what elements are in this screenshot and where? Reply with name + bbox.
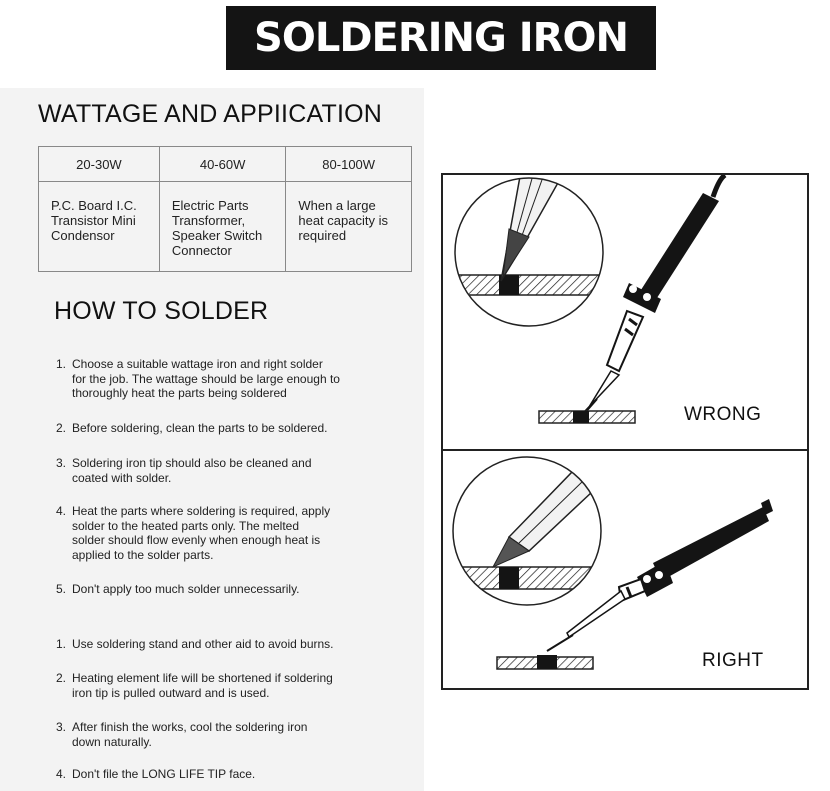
step-line: Don't file the LONG LIFE TIP face.: [72, 767, 256, 781]
right-label: RIGHT: [702, 650, 764, 671]
column-header-80-100w: 80-100W: [286, 147, 412, 182]
cell-line: Speaker Switch: [171, 228, 263, 243]
pcb-hatch-icon: [497, 655, 593, 669]
step-text: [72, 504, 396, 562]
wrong-label: WRONG: [684, 404, 762, 425]
step-text: [72, 456, 396, 485]
zoom-circle-icon: [453, 175, 603, 326]
step-number: 4.: [56, 767, 67, 781]
step-text: [72, 637, 396, 652]
step-text: [72, 720, 396, 749]
step-line: for the job. The wattage should be large enough to: [72, 371, 340, 386]
column-header-40-60w: 40-60W: [159, 147, 285, 182]
step-text: [72, 421, 396, 436]
step-number: 5.: [56, 582, 67, 596]
step-number: 1.: [56, 637, 67, 651]
cell-line: required: [298, 228, 347, 243]
step-line: applied to the solder parts.: [72, 547, 214, 562]
step-line: solder to the heated parts only. The melted: [72, 518, 300, 533]
step-line: Before soldering, clean the parts to be soldered.: [72, 421, 328, 435]
step-number: 4.: [56, 504, 67, 518]
soldering-iron-icon: [583, 175, 725, 415]
step-line: Choose a suitable wattage iron and right solder: [72, 357, 323, 371]
step-number: 2.: [56, 421, 67, 435]
cell-line: Electric Parts: [171, 198, 249, 213]
step-line: Heat the parts where soldering is required, apply: [72, 504, 331, 518]
table-cell-80-100w: [286, 182, 412, 272]
how-to-solder-heading: HOW TO SOLDER: [54, 297, 269, 325]
wattage-table: [38, 146, 412, 272]
page-title: SOLDERING IRON: [226, 6, 656, 70]
step-text: [72, 357, 396, 401]
step-line: After finish the works, cool the soldering iron: [72, 720, 308, 734]
step-line: solder should flow evenly when enough heat is: [72, 533, 321, 547]
step-line: Heating element life will be shortened if soldering: [72, 671, 333, 685]
cell-line: Connector: [171, 243, 232, 258]
table-cell-20-30w: [39, 182, 160, 272]
cell-line: Condensor: [51, 228, 115, 243]
wattage-heading: WATTAGE AND APPIICATION: [38, 100, 382, 128]
step-line: thoroughly heat the parts being soldered: [72, 386, 287, 400]
column-header-20-30w: 20-30W: [39, 147, 160, 182]
cell-line: Transistor Mini: [51, 213, 136, 228]
cell-line: When a large: [298, 198, 376, 213]
step-number: 2.: [56, 671, 67, 685]
step-text: [72, 582, 396, 597]
table-cell-40-60w: [159, 182, 285, 272]
step-line: Don't apply too much solder unnecessarily.: [72, 582, 300, 596]
zoom-circle-icon: [453, 457, 603, 605]
step-text: [72, 671, 396, 700]
step-line: Soldering iron tip should also be cleaned and: [72, 456, 312, 470]
step-number: 3.: [56, 456, 67, 470]
step-number: 1.: [56, 357, 67, 371]
cell-line: P.C. Board I.C.: [51, 198, 137, 213]
step-number: 3.: [56, 720, 67, 734]
pcb-hatch-icon: [539, 411, 635, 423]
step-line: down naturally.: [72, 734, 152, 749]
cell-line: Transformer,: [171, 213, 246, 228]
step-text: [72, 767, 396, 782]
step-line: iron tip is pulled outward and is used.: [72, 685, 270, 700]
step-line: Use soldering stand and other aid to avoid burns.: [72, 637, 334, 651]
step-line: coated with solder.: [72, 470, 172, 485]
cell-line: heat capacity is: [298, 213, 388, 228]
